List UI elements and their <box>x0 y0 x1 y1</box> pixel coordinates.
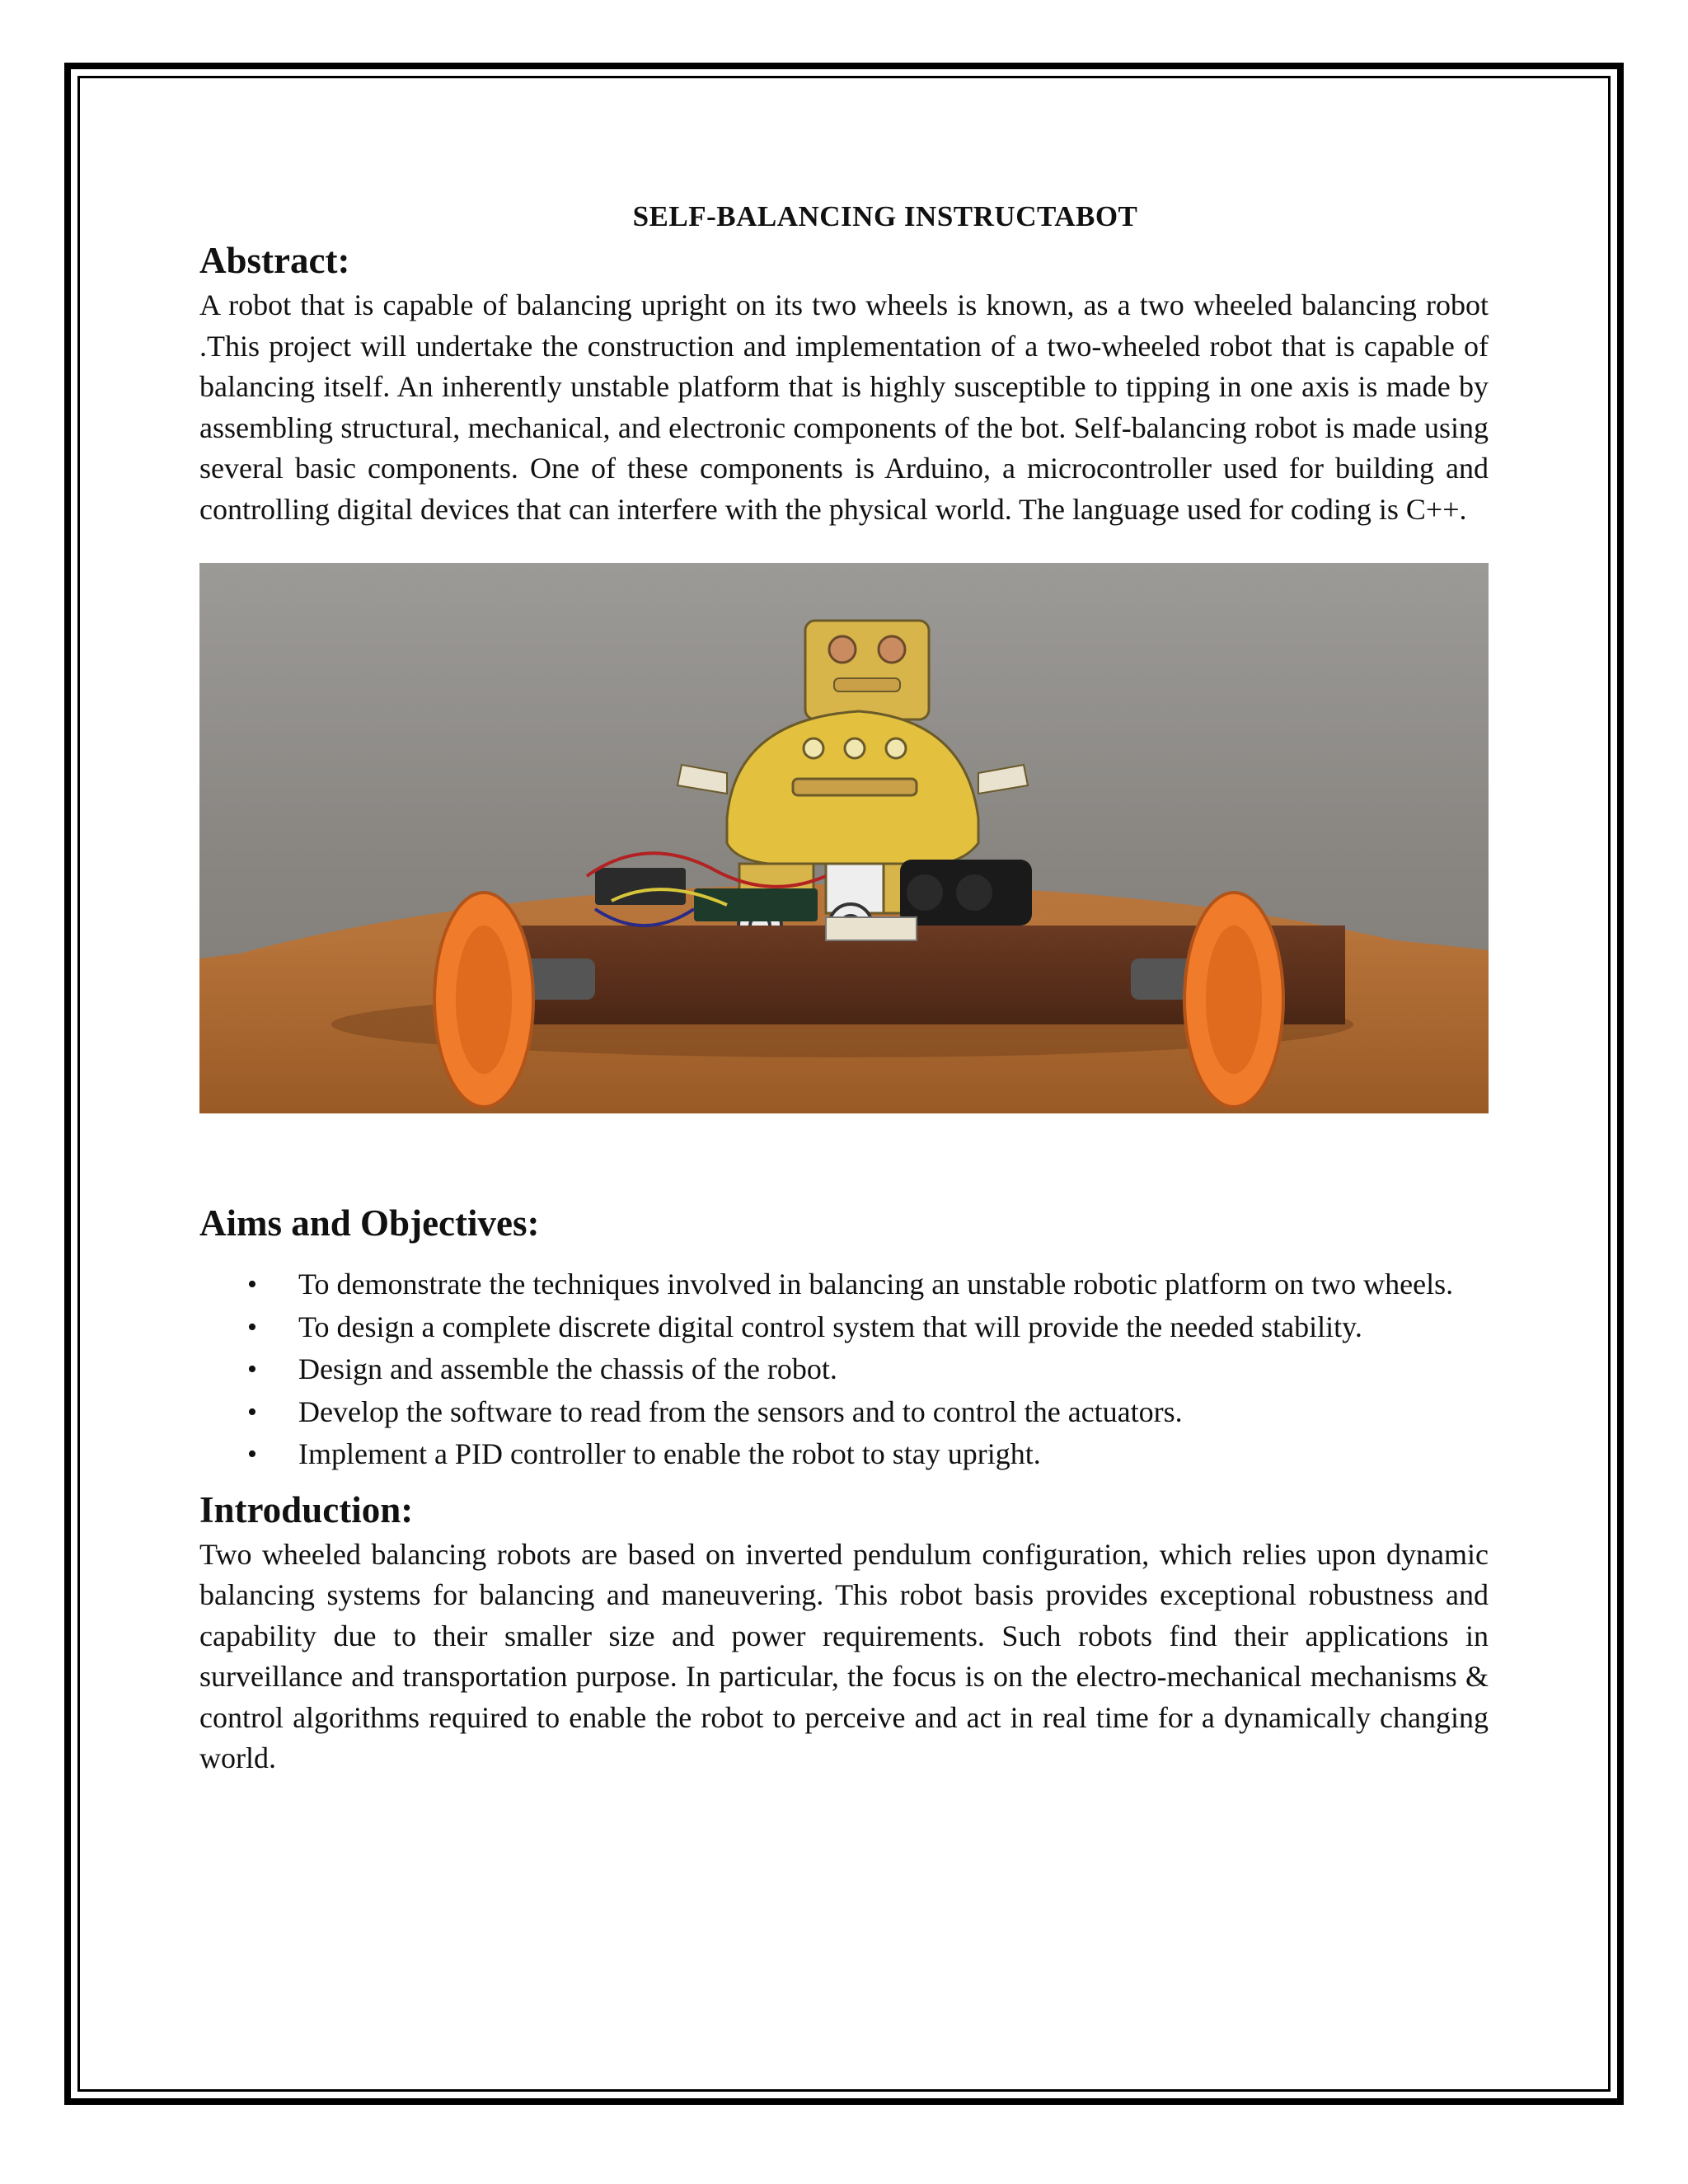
document-content <box>199 194 1489 1779</box>
list-item: • Develop the software to read from the sensors and to control the actuators. <box>199 1392 1489 1433</box>
bullet-icon: • <box>247 1311 257 1343</box>
introduction-paragraph: Two wheeled balancing robots are based on inverted pendulum configuration, which relies upon dynamic balancing systems for balancing and maneuvering. This robot basis provides exceptional robustness and capability due to their smaller size and power requirements. Such robots find their applications in surveillance and transportation purpose. In particular, the focus is on the electro-mechanical mechanisms & control algorithms required to enable the robot to perceive and act in real time for a dynamically changing world. <box>199 1537 1489 1774</box>
abstract-heading: Abstract: <box>199 240 350 281</box>
bullet-icon: • <box>247 1439 257 1469</box>
bullet-icon: • <box>247 1396 257 1427</box>
aims-heading: Aims and Objectives: <box>199 1202 540 1244</box>
abstract-paragraph: A robot that is capable of balancing upright on its two wheels is known, as a two wheeled balancing robot .This project will undertake the construction and implementation of a two-wheeled robot that is capable of balancing itself. An inherently unstable platform that is highly susceptible to tipping in one axis is made by assembling structural, mechanical, and electronic components of the bot. Self-balancing robot is made using several basic components. One of these components is Arduino, a microcontroller used for building and controlling digital devices that can interfere with the physical world. The language used for coding is C++. <box>199 288 1489 526</box>
list-item: • Design and assemble the chassis of the robot. <box>199 1349 1489 1390</box>
list-item: • To design a complete discrete digital control system that will provide the needed stability. <box>199 1307 1489 1348</box>
document-title: SELF-BALANCING INSTRUCTABOT <box>632 200 1138 232</box>
introduction-heading: Introduction: <box>199 1488 414 1530</box>
robot-photo <box>199 563 1489 1113</box>
objectives-list <box>199 1264 1489 1475</box>
bullet-icon: • <box>247 1269 257 1300</box>
list-item: • To demonstrate the techniques involved in balancing an unstable robotic platform on two wheels. <box>199 1264 1489 1305</box>
bullet-icon: • <box>247 1354 257 1385</box>
list-item: • Implement a PID controller to enable the robot to stay upright. <box>199 1434 1489 1475</box>
